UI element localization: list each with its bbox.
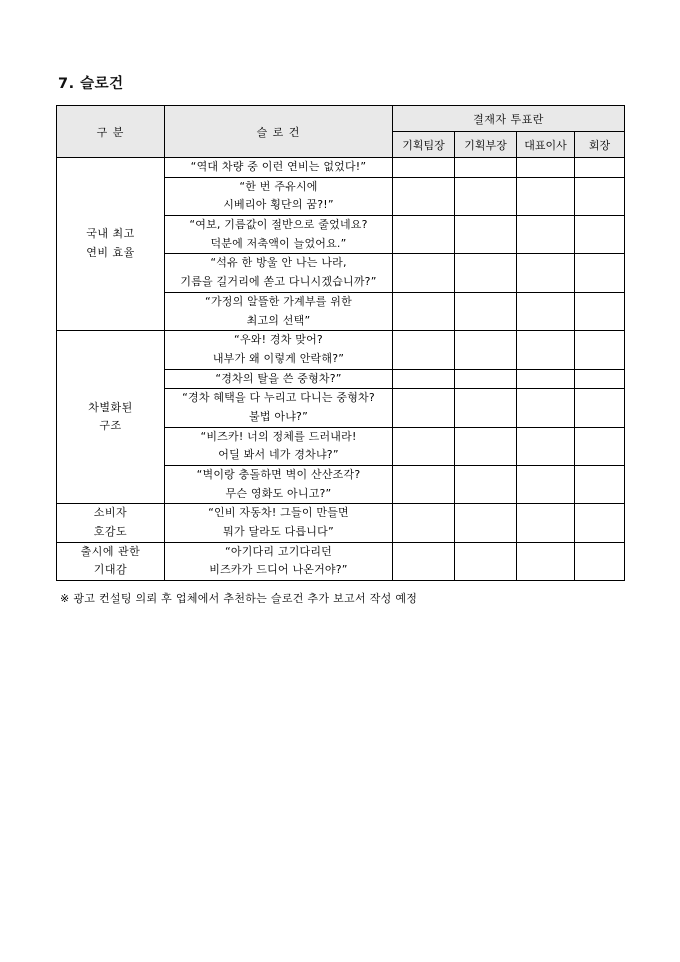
slogan-cell — [165, 331, 393, 369]
column-header-voter-3: 대표이사 — [517, 132, 575, 158]
column-header-voter-4: 회장 — [575, 132, 625, 158]
vote-cell[interactable] — [517, 216, 575, 254]
table-row — [57, 542, 625, 580]
vote-cell[interactable] — [393, 389, 455, 427]
slogan-cell — [165, 542, 393, 580]
column-header-voter-1: 기획팀장 — [393, 132, 455, 158]
vote-cell[interactable] — [393, 427, 455, 465]
table-header-row-1 — [57, 106, 625, 132]
vote-cell[interactable] — [517, 389, 575, 427]
slogan-line: “경차의 탈을 쓴 중형차?” — [215, 371, 342, 385]
vote-cell[interactable] — [517, 331, 575, 369]
slogan-line: 시베리아 횡단의 꿈?!” — [223, 198, 334, 212]
slogan-line: “인비 자동차! 그들이 만들면 — [208, 506, 349, 520]
vote-cell[interactable] — [517, 427, 575, 465]
slogan-cell — [165, 427, 393, 465]
slogan-line: “아기다리 고기다리던 — [224, 544, 333, 558]
vote-cell[interactable] — [575, 254, 625, 292]
slogan-line: 덕분에 저축액이 늘었어요.” — [210, 236, 347, 250]
slogan-cell — [165, 158, 393, 178]
vote-cell[interactable] — [575, 542, 625, 580]
vote-cell[interactable] — [393, 466, 455, 504]
slogan-cell — [165, 292, 393, 330]
vote-cell[interactable] — [575, 504, 625, 542]
table-row — [57, 158, 625, 178]
vote-cell[interactable] — [455, 254, 517, 292]
vote-cell[interactable] — [517, 158, 575, 178]
column-header-voter-2: 기획부장 — [455, 132, 517, 158]
vote-cell[interactable] — [455, 292, 517, 330]
slogan-line: 내부가 왜 이렇게 안락해?” — [212, 351, 345, 365]
vote-cell[interactable] — [575, 427, 625, 465]
slogan-line: “우와! 경차 맞어? — [234, 333, 323, 347]
vote-cell[interactable] — [393, 504, 455, 542]
category-line: 구조 — [99, 419, 122, 433]
table-header — [57, 106, 625, 158]
vote-cell[interactable] — [393, 292, 455, 330]
slogan-line: 어딜 봐서 네가 경차냐?” — [218, 448, 339, 462]
slogan-line: “여보, 기름값이 절반으로 줄었네요? — [189, 218, 368, 232]
category-line: 연비 효율 — [86, 246, 135, 260]
vote-cell[interactable] — [455, 504, 517, 542]
vote-cell[interactable] — [517, 292, 575, 330]
vote-cell[interactable] — [455, 177, 517, 215]
slogan-line: “한 번 주유시에 — [239, 179, 318, 193]
vote-cell[interactable] — [393, 177, 455, 215]
slogan-line: “벽이랑 충돌하면 벽이 산산조각? — [196, 468, 361, 481]
slogan-cell — [165, 369, 393, 389]
slogan-line: “역대 차량 중 이런 연비는 없었다!” — [190, 160, 367, 173]
slogan-line: “비즈카! 너의 정체를 드러내라! — [200, 429, 357, 443]
slogan-line: “가정의 알뜰한 가계부를 위한 — [205, 294, 352, 308]
slogan-cell — [165, 504, 393, 542]
footnote: ※ 광고 컨설팅 의뢰 후 업체에서 추천하는 슬로건 추가 보고서 작성 예정 — [60, 592, 418, 606]
slogan-line: 비즈카가 드디어 나온거야?” — [209, 563, 348, 577]
vote-cell[interactable] — [455, 427, 517, 465]
vote-cell[interactable] — [517, 177, 575, 215]
vote-cell[interactable] — [393, 158, 455, 178]
vote-cell[interactable] — [575, 216, 625, 254]
column-header-category: 구 분 — [57, 106, 165, 158]
slogan-line: “석유 한 방울 안 나는 나라, — [210, 256, 347, 270]
vote-cell[interactable] — [455, 216, 517, 254]
vote-cell[interactable] — [575, 158, 625, 178]
slogan-line: 불법 아냐?” — [249, 409, 308, 423]
vote-cell[interactable] — [517, 254, 575, 292]
column-header-slogan: 슬 로 건 — [165, 106, 393, 158]
slogan-line: 뭐가 달라도 다릅니다” — [223, 525, 334, 539]
category-line: 출시에 관한 — [80, 544, 141, 558]
vote-cell[interactable] — [575, 177, 625, 215]
vote-cell[interactable] — [393, 331, 455, 369]
vote-cell[interactable] — [455, 369, 517, 389]
slogan-line: “경차 혜택을 다 누리고 다니는 중형차? — [182, 391, 375, 405]
slogan-line: 최고의 선택” — [246, 313, 311, 327]
vote-cell[interactable] — [393, 254, 455, 292]
category-line: 호감도 — [93, 525, 128, 539]
slogan-cell — [165, 254, 393, 292]
page-title: 7. 슬로건 — [58, 76, 124, 92]
vote-cell[interactable] — [455, 389, 517, 427]
slogan-cell — [165, 216, 393, 254]
vote-cell[interactable] — [575, 331, 625, 369]
category-line: 기대감 — [93, 563, 128, 577]
category-cell — [57, 542, 165, 580]
vote-cell[interactable] — [575, 292, 625, 330]
vote-cell[interactable] — [455, 331, 517, 369]
vote-cell[interactable] — [393, 369, 455, 389]
vote-cell[interactable] — [393, 542, 455, 580]
vote-cell[interactable] — [517, 466, 575, 504]
slogan-cell — [165, 177, 393, 215]
vote-cell[interactable] — [455, 466, 517, 504]
table-row — [57, 504, 625, 542]
slogan-line: 무슨 영화도 아니고?” — [225, 486, 332, 500]
vote-cell[interactable] — [575, 369, 625, 389]
vote-cell[interactable] — [517, 504, 575, 542]
table-row — [57, 331, 625, 369]
vote-cell[interactable] — [455, 542, 517, 580]
category-cell — [57, 331, 165, 504]
slogan-line: 기름을 길거리에 쏟고 다니시겠습니까?” — [180, 275, 377, 289]
category-line: 국내 최고 — [86, 227, 135, 241]
category-cell — [57, 504, 165, 542]
category-line: 차별화된 — [88, 400, 133, 414]
category-cell — [57, 158, 165, 331]
slogan-table — [56, 105, 625, 581]
vote-cell[interactable] — [517, 542, 575, 580]
vote-cell[interactable] — [393, 216, 455, 254]
vote-cell[interactable] — [575, 389, 625, 427]
table-body — [57, 158, 625, 581]
vote-cell[interactable] — [517, 369, 575, 389]
slogan-cell — [165, 389, 393, 427]
category-line: 소비자 — [93, 506, 128, 520]
slogan-cell — [165, 466, 393, 504]
column-header-vote-group: 결재자 투표란 — [393, 106, 625, 132]
vote-cell[interactable] — [575, 466, 625, 504]
vote-cell[interactable] — [455, 158, 517, 178]
